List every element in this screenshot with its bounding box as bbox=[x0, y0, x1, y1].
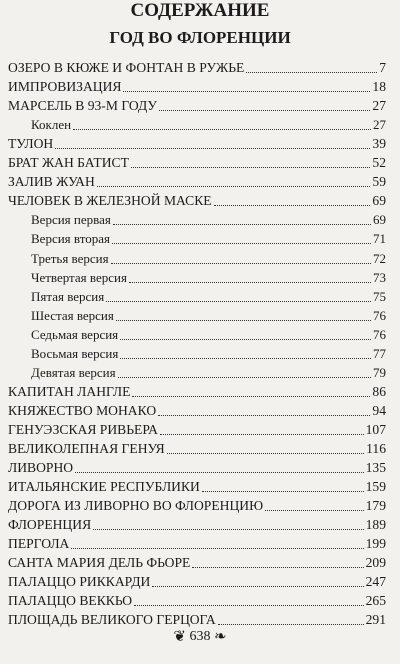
dot-leader bbox=[106, 300, 371, 302]
toc-entry-title: Девятая версия bbox=[31, 364, 116, 380]
dot-leader bbox=[75, 471, 363, 473]
toc-entry-title: Восьмая версия bbox=[31, 345, 119, 361]
toc-entry-title: Четвертая версия bbox=[31, 269, 127, 285]
toc-subentry[interactable] bbox=[31, 307, 386, 325]
toc-entry[interactable] bbox=[8, 402, 386, 420]
toc-entry-title: ФЛОРЕНЦИЯ bbox=[8, 517, 92, 533]
dot-leader bbox=[120, 357, 371, 359]
toc-entry-title: ЛИВОРНО bbox=[8, 460, 74, 476]
dot-leader bbox=[152, 585, 363, 587]
page-footer bbox=[0, 628, 400, 646]
toc-entry-title: ЧЕЛОВЕК В ЖЕЛЕЗНОЙ МАСКЕ bbox=[8, 193, 212, 209]
toc-entry-title: Коклен bbox=[31, 117, 72, 133]
toc-entry[interactable] bbox=[8, 535, 386, 553]
toc-entry-title: МАРСЕЛЬ В 93-М ГОДУ bbox=[8, 98, 158, 114]
toc-entry[interactable] bbox=[8, 497, 386, 515]
dot-leader bbox=[167, 452, 364, 454]
toc-entry-page: 7 bbox=[379, 60, 386, 75]
dot-leader bbox=[218, 623, 364, 625]
dot-leader bbox=[129, 281, 371, 283]
toc-subentry[interactable] bbox=[31, 288, 386, 306]
toc-entry-page: 265 bbox=[365, 593, 386, 609]
toc-entry-title: ПЕРГОЛА bbox=[8, 536, 70, 552]
toc-entry-title: Седьмая версия bbox=[31, 326, 119, 342]
toc-entry[interactable] bbox=[8, 440, 386, 458]
toc-subentry[interactable] bbox=[31, 211, 386, 229]
toc-entry-title: ЗАЛИВ ЖУАН bbox=[8, 174, 95, 190]
toc-subentry[interactable] bbox=[31, 269, 386, 287]
toc-entry-page: 71 bbox=[373, 231, 386, 247]
toc-entry-page: 135 bbox=[365, 460, 386, 476]
dot-leader bbox=[55, 147, 370, 149]
toc-entry[interactable] bbox=[8, 78, 386, 96]
dot-leader bbox=[71, 547, 363, 549]
toc-entry-title: Версия первая bbox=[31, 212, 111, 228]
dot-leader bbox=[246, 71, 377, 73]
dot-leader bbox=[134, 604, 363, 606]
toc-entry[interactable] bbox=[8, 478, 386, 496]
toc-entry-title: ИТАЛЬЯНСКИЕ РЕСПУБЛИКИ bbox=[8, 479, 200, 495]
dot-leader bbox=[123, 90, 370, 92]
toc-entry-title: ГЕНУЭЗСКАЯ РИВЬЕРА bbox=[8, 421, 158, 437]
dot-leader bbox=[116, 319, 371, 321]
toc-entry-title: САНТА МАРИЯ ДЕЛЬ ФЬОРЕ bbox=[8, 555, 191, 571]
dot-leader bbox=[132, 395, 370, 397]
toc-entry-title: Шестая версия bbox=[31, 307, 114, 323]
toc-entry[interactable] bbox=[8, 459, 386, 477]
toc-entry-title: КАПИТАН ЛАНГЛЕ bbox=[8, 383, 131, 399]
toc-entry-title: КНЯЖЕСТВО МОНАКО bbox=[8, 402, 157, 418]
toc-entry-title: ПАЛАЦЦО ВЕККЬО bbox=[8, 593, 133, 609]
toc-entry-page: 199 bbox=[365, 536, 386, 552]
toc-entry-page: 77 bbox=[373, 345, 386, 361]
toc-entry-title: ПАЛАЦЦО РИККАРДИ bbox=[8, 574, 151, 590]
toc-entry-title: БРАТ ЖАН БАТИСТ bbox=[8, 155, 129, 171]
toc-entry-page: 86 bbox=[372, 383, 386, 399]
toc-subentry[interactable] bbox=[31, 116, 386, 134]
toc-entry[interactable] bbox=[8, 173, 386, 191]
toc-entry-page: 72 bbox=[373, 250, 386, 266]
toc-entry-title: ТУЛОН bbox=[8, 136, 54, 152]
toc-subentry[interactable] bbox=[31, 326, 386, 344]
dot-leader bbox=[112, 242, 371, 244]
dot-leader bbox=[73, 128, 371, 130]
toc-subentry[interactable] bbox=[31, 345, 386, 363]
toc-entry-page: 73 bbox=[373, 269, 386, 285]
toc-entry-page: 209 bbox=[365, 555, 386, 571]
toc-entry-page: 69 bbox=[373, 212, 386, 228]
toc-entry[interactable] bbox=[8, 154, 386, 172]
toc-entry-title: ИМПРОВИЗАЦИЯ bbox=[8, 79, 122, 95]
toc-entry-page: 59 bbox=[372, 174, 386, 190]
toc-entry[interactable] bbox=[8, 573, 386, 591]
toc-entry[interactable] bbox=[8, 554, 386, 572]
toc-entry-page: 179 bbox=[365, 498, 386, 514]
toc-entry[interactable] bbox=[8, 59, 386, 77]
dot-leader bbox=[159, 109, 370, 111]
toc-entry-page: 76 bbox=[373, 326, 386, 342]
toc-entry[interactable] bbox=[8, 592, 386, 610]
dot-leader bbox=[192, 566, 363, 568]
ornament-left-icon: ❦ bbox=[173, 629, 186, 645]
dot-leader bbox=[202, 490, 364, 492]
toc-entry[interactable] bbox=[8, 97, 386, 115]
toc-entry[interactable] bbox=[8, 192, 386, 210]
dot-leader bbox=[93, 528, 363, 530]
toc-entry-page: 247 bbox=[365, 574, 386, 590]
toc-entry-page: 159 bbox=[365, 479, 386, 495]
toc-entry-page: 39 bbox=[372, 136, 386, 152]
toc-entry-page: 79 bbox=[373, 364, 386, 380]
toc-entry-title: Пятая версия bbox=[31, 288, 105, 304]
dot-leader bbox=[158, 414, 370, 416]
toc-entry-title: ВЕЛИКОЛЕПНАЯ ГЕНУЯ bbox=[8, 441, 165, 456]
dot-leader bbox=[160, 433, 364, 435]
section-title: ГОД ВО ФЛОРЕНЦИИ bbox=[109, 28, 291, 47]
toc-entry-page: 69 bbox=[372, 193, 386, 209]
dot-leader bbox=[131, 166, 371, 168]
toc-entry-page: 27 bbox=[373, 117, 386, 133]
toc-subentry[interactable] bbox=[31, 364, 386, 382]
toc-entry-page: 291 bbox=[365, 612, 386, 628]
dot-leader bbox=[111, 262, 371, 264]
toc-entry-page: 107 bbox=[365, 421, 386, 437]
toc-entry-title: ПЛОЩАДЬ ВЕЛИКОГО ГЕРЦОГА bbox=[8, 612, 216, 628]
toc-entry-title: Третья версия bbox=[31, 250, 109, 266]
toc-entry-page: 94 bbox=[372, 402, 386, 418]
toc-entry-page: 18 bbox=[372, 79, 386, 95]
dot-leader bbox=[120, 338, 371, 340]
toc-entry[interactable] bbox=[8, 135, 386, 153]
toc-entry-page: 27 bbox=[372, 98, 386, 114]
toc-entry-page: 52 bbox=[372, 155, 386, 171]
toc-entry-page: 189 bbox=[365, 517, 386, 533]
toc-subentry[interactable] bbox=[31, 250, 386, 268]
page-number: 638 bbox=[189, 629, 211, 645]
toc-entry-page: 116 bbox=[366, 441, 386, 456]
toc-entry-title: ОЗЕРО В КЮЖЕ И ФОНТАН В РУЖЬЕ bbox=[8, 60, 245, 75]
dot-leader bbox=[214, 204, 371, 206]
toc-entry[interactable] bbox=[8, 421, 386, 439]
dot-leader bbox=[113, 223, 371, 225]
toc-entry-page: 76 bbox=[373, 307, 386, 323]
dot-leader bbox=[97, 185, 371, 187]
toc-entry-page: 75 bbox=[373, 288, 386, 304]
dot-leader bbox=[118, 376, 371, 378]
toc-entry[interactable] bbox=[8, 516, 386, 534]
ornament-right-icon: ❧ bbox=[214, 629, 227, 645]
toc-entry[interactable] bbox=[8, 383, 386, 401]
toc-entry-title: Версия вторая bbox=[31, 231, 110, 247]
toc-entry[interactable] bbox=[8, 611, 386, 629]
toc-subentry[interactable] bbox=[31, 230, 386, 248]
dot-leader bbox=[265, 509, 364, 511]
page-title: СОДЕРЖАНИЕ bbox=[130, 0, 270, 21]
toc-entry-title: ДОРОГА ИЗ ЛИВОРНО ВО ФЛОРЕНЦИЮ bbox=[8, 498, 264, 514]
